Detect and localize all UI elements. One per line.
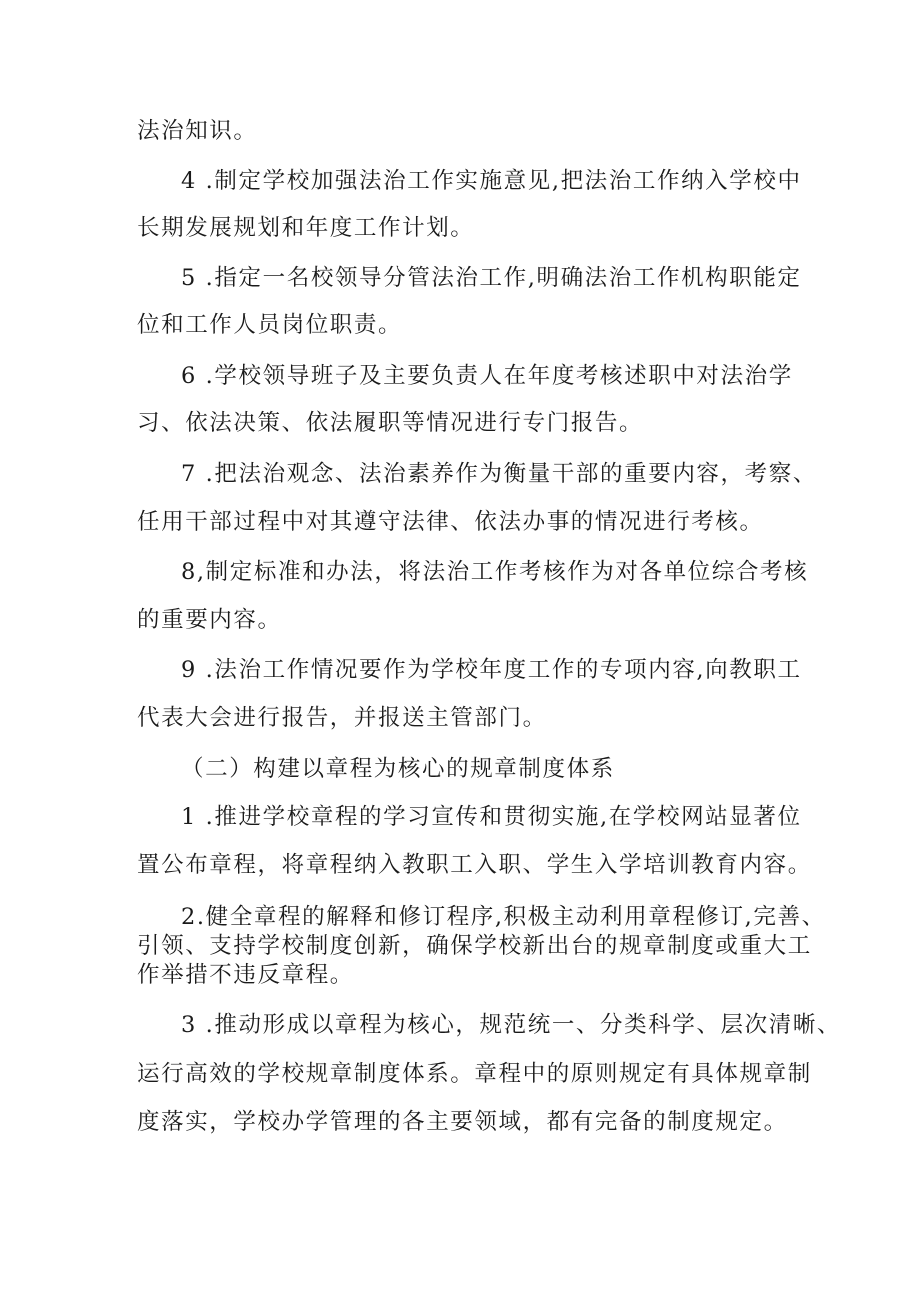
text-line: 8,制定标准和办法，将法治工作考核作为对各单位综合考核 (181, 559, 809, 585)
text-line: 9 .法治工作情况要作为学校年度工作的专项内容,向教职工 (181, 657, 802, 683)
text-line: 作举措不违反章程。 (137, 962, 354, 988)
text-line: 位和工作人员岗位职责。 (137, 312, 403, 338)
text-line: 引领、支持学校制度创新，确保学校新出台的规章制度或重大工 (137, 933, 812, 959)
text-line: 1 .推进学校章程的学习宣传和贯彻实施,在学校网站显著位 (181, 804, 802, 830)
text-line: 置公布章程，将章程纳入教职工入职、学生入学培训教育内容。 (137, 852, 812, 878)
text-line: 3 .推动形成以章程为核心，规范统一、分类科学、层次清晰、 (181, 1012, 842, 1038)
text-line: 7 .把法治观念、法治素养作为衡量干部的重要内容，考察、 (181, 461, 817, 487)
text-line: 运行高效的学校规章制度体系。章程中的原则规定有具体规章制 (137, 1061, 812, 1087)
text-line: 代表大会进行报告，并报送主管部门。 (137, 705, 547, 731)
text-line: 4 .制定学校加强法治工作实施意见,把法治工作纳入学校中 (181, 168, 802, 194)
text-line: 习、依法决策、依法履职等情况进行专门报告。 (137, 410, 644, 436)
text-line: 度落实，学校办学管理的各主要领域，都有完备的制度规定。 (137, 1109, 788, 1135)
section-heading: （二）构建以章程为核心的规章制度体系 (181, 756, 615, 782)
text-line: 法治知识。 (137, 118, 258, 144)
text-line: 5 .指定一名校领导分管法治工作,明确法治工作机构职能定 (181, 265, 802, 291)
text-line: 长期发展规划和年度工作计划。 (137, 215, 475, 241)
text-line: 任用干部过程中对其遵守法律、依法办事的情况进行考核。 (137, 509, 764, 535)
text-line: 的重要内容。 (137, 607, 282, 633)
text-line: 6 .学校领导班子及主要负责人在年度考核述职中对法治学 (181, 363, 793, 389)
text-line: 2.健全章程的解释和修订程序,积极主动利用章程修订,完善、 (181, 904, 826, 930)
